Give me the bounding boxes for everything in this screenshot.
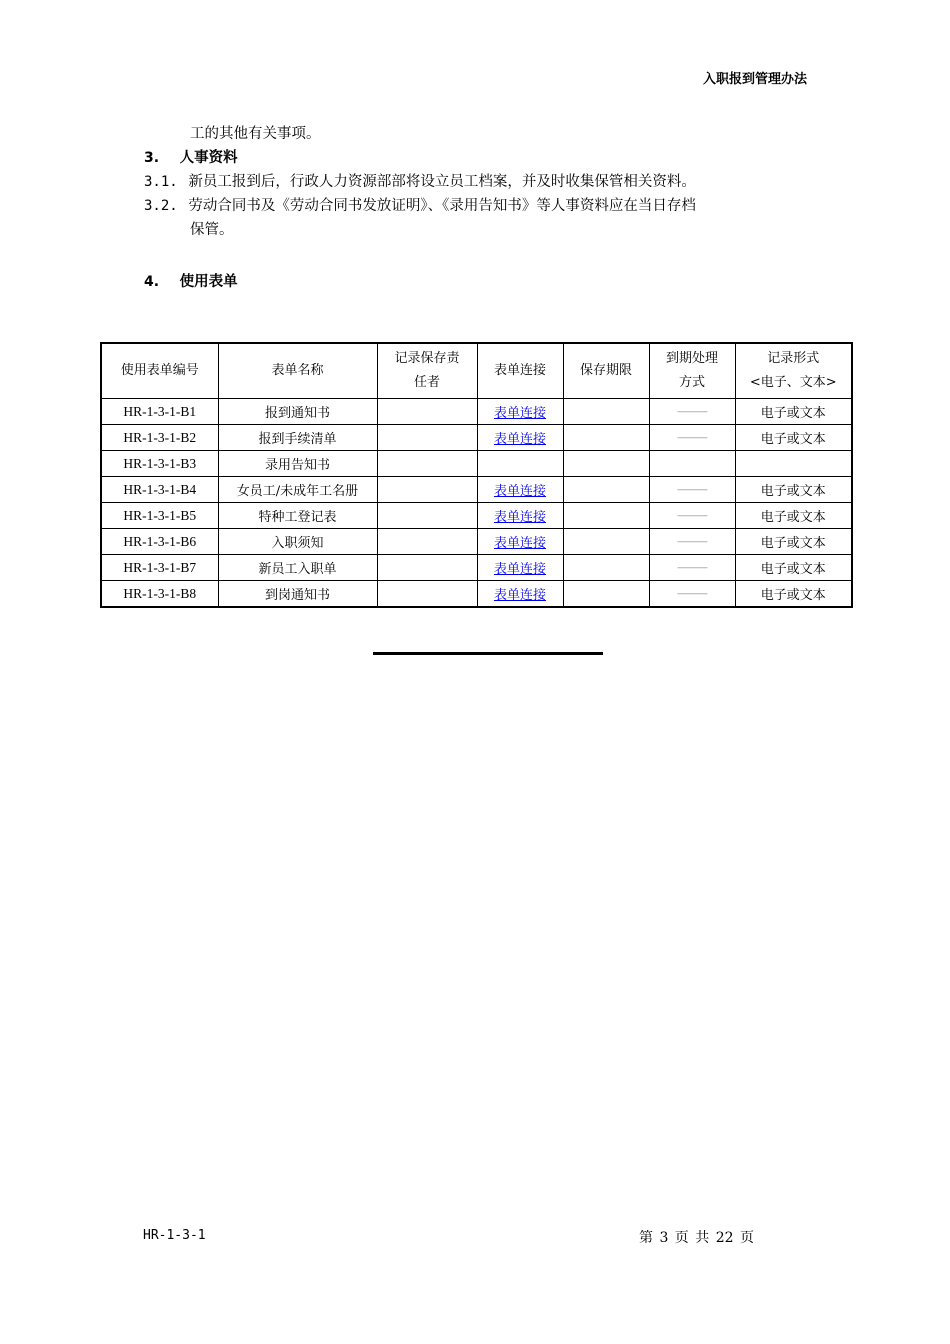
cell-name: 录用告知书 [218,451,377,477]
cell-format [735,451,852,477]
cell-expire: ——— [649,503,735,529]
header-link: 表单连接 [477,343,563,399]
cell-keeper [377,555,477,581]
forms-table [100,342,853,608]
cell-link [477,425,563,451]
form-link[interactable]: 表单连接 [493,536,546,551]
cell-keeper [377,451,477,477]
cell-link [477,503,563,529]
paragraph-3-2 [144,194,696,218]
section-3-heading [144,146,238,170]
header-expire-line1: 到期处理 [665,351,718,366]
cell-period [563,555,649,581]
cell-code: HR-1-3-1-B8 [101,581,218,608]
cell-expire: ——— [649,555,735,581]
header-expire [649,343,735,399]
form-link[interactable]: 表单连接 [493,588,546,603]
header-keeper [377,343,477,399]
cell-name: 特种工登记表 [218,503,377,529]
cell-link [477,451,563,477]
header-period: 保存期限 [563,343,649,399]
header-format [735,343,852,399]
cell-name: 女员工/未成年工名册 [218,477,377,503]
cell-expire: ——— [649,399,735,425]
document-title: 入职报到管理办法 [702,72,807,87]
cell-name: 报到通知书 [218,399,377,425]
table-row [101,399,852,425]
section-title: 人事资料 [179,150,238,166]
footer-doc-code: HR-1-3-1 [143,1228,206,1243]
section-number: 4. [144,274,160,290]
cell-format: 电子或文本 [735,503,852,529]
section-4-heading [144,270,238,294]
table-row [101,581,852,608]
cell-period [563,529,649,555]
cell-format: 电子或文本 [735,529,852,555]
cell-keeper [377,503,477,529]
cell-format: 电子或文本 [735,477,852,503]
cell-expire: ——— [649,581,735,608]
paragraph-text: 新员工报到后，行政人力资源部部将设立员工档案，并及时收集保管相关资料。 [188,174,696,190]
cell-keeper [377,529,477,555]
cell-code: HR-1-3-1-B4 [101,477,218,503]
cell-period [563,399,649,425]
cell-link [477,477,563,503]
table-row [101,529,852,555]
section-title: 使用表单 [179,274,238,290]
cell-period [563,503,649,529]
cell-code: HR-1-3-1-B7 [101,555,218,581]
cell-expire: ——— [649,529,735,555]
cell-period [563,581,649,608]
cell-name: 新员工入职单 [218,555,377,581]
form-link[interactable]: 表单连接 [493,510,546,525]
cell-format: 电子或文本 [735,555,852,581]
table-header-row [101,343,852,399]
cell-format: 电子或文本 [735,581,852,608]
cell-expire [649,451,735,477]
header-name: 表单名称 [218,343,377,399]
section-number: 3. [144,150,160,166]
form-link[interactable]: 表单连接 [493,406,546,421]
cell-name: 入职须知 [218,529,377,555]
cell-format: 电子或文本 [735,425,852,451]
header-keeper-line1: 记录保存责 [394,351,460,366]
end-divider [373,652,603,655]
cell-name: 到岗通知书 [218,581,377,608]
cell-link [477,555,563,581]
table-row [101,503,852,529]
cell-code: HR-1-3-1-B6 [101,529,218,555]
cell-link [477,581,563,608]
header-expire-line2: 方式 [678,375,705,390]
table-row [101,425,852,451]
cell-link [477,399,563,425]
header-code: 使用表单编号 [101,343,218,399]
footer-page-info: 第 3 页 共 22 页 [639,1230,754,1246]
paragraph-3-1 [144,170,696,194]
cell-code: HR-1-3-1-B5 [101,503,218,529]
cell-keeper [377,581,477,608]
form-link[interactable]: 表单连接 [493,432,546,447]
cell-period [563,451,649,477]
cell-keeper [377,477,477,503]
table-row [101,451,852,477]
cell-code: HR-1-3-1-B3 [101,451,218,477]
form-link[interactable]: 表单连接 [493,484,546,499]
header-format-line1: 记录形式 [767,351,820,366]
cell-period [563,477,649,503]
cell-name: 报到手续清单 [218,425,377,451]
paragraph-number: 3.1. [144,174,178,190]
paragraph-text: 劳动合同书及《劳动合同书发放证明》、《录用告知书》等人事资料应在当日存档 [188,198,696,214]
cell-code: HR-1-3-1-B2 [101,425,218,451]
header-keeper-line2: 任者 [413,375,440,390]
cell-period [563,425,649,451]
paragraph-3-2-continuation: 保管。 [190,222,234,238]
header-format-line2: <电子、文本> [749,375,837,390]
cell-code: HR-1-3-1-B1 [101,399,218,425]
table-row [101,555,852,581]
cell-keeper [377,425,477,451]
cell-expire: ——— [649,425,735,451]
cell-link [477,529,563,555]
cell-format: 电子或文本 [735,399,852,425]
paragraph-number: 3.2. [144,198,178,214]
form-link[interactable]: 表单连接 [493,562,546,577]
continuation-text: 工的其他有关事项。 [190,126,321,142]
cell-keeper [377,399,477,425]
table-row [101,477,852,503]
cell-expire: ——— [649,477,735,503]
